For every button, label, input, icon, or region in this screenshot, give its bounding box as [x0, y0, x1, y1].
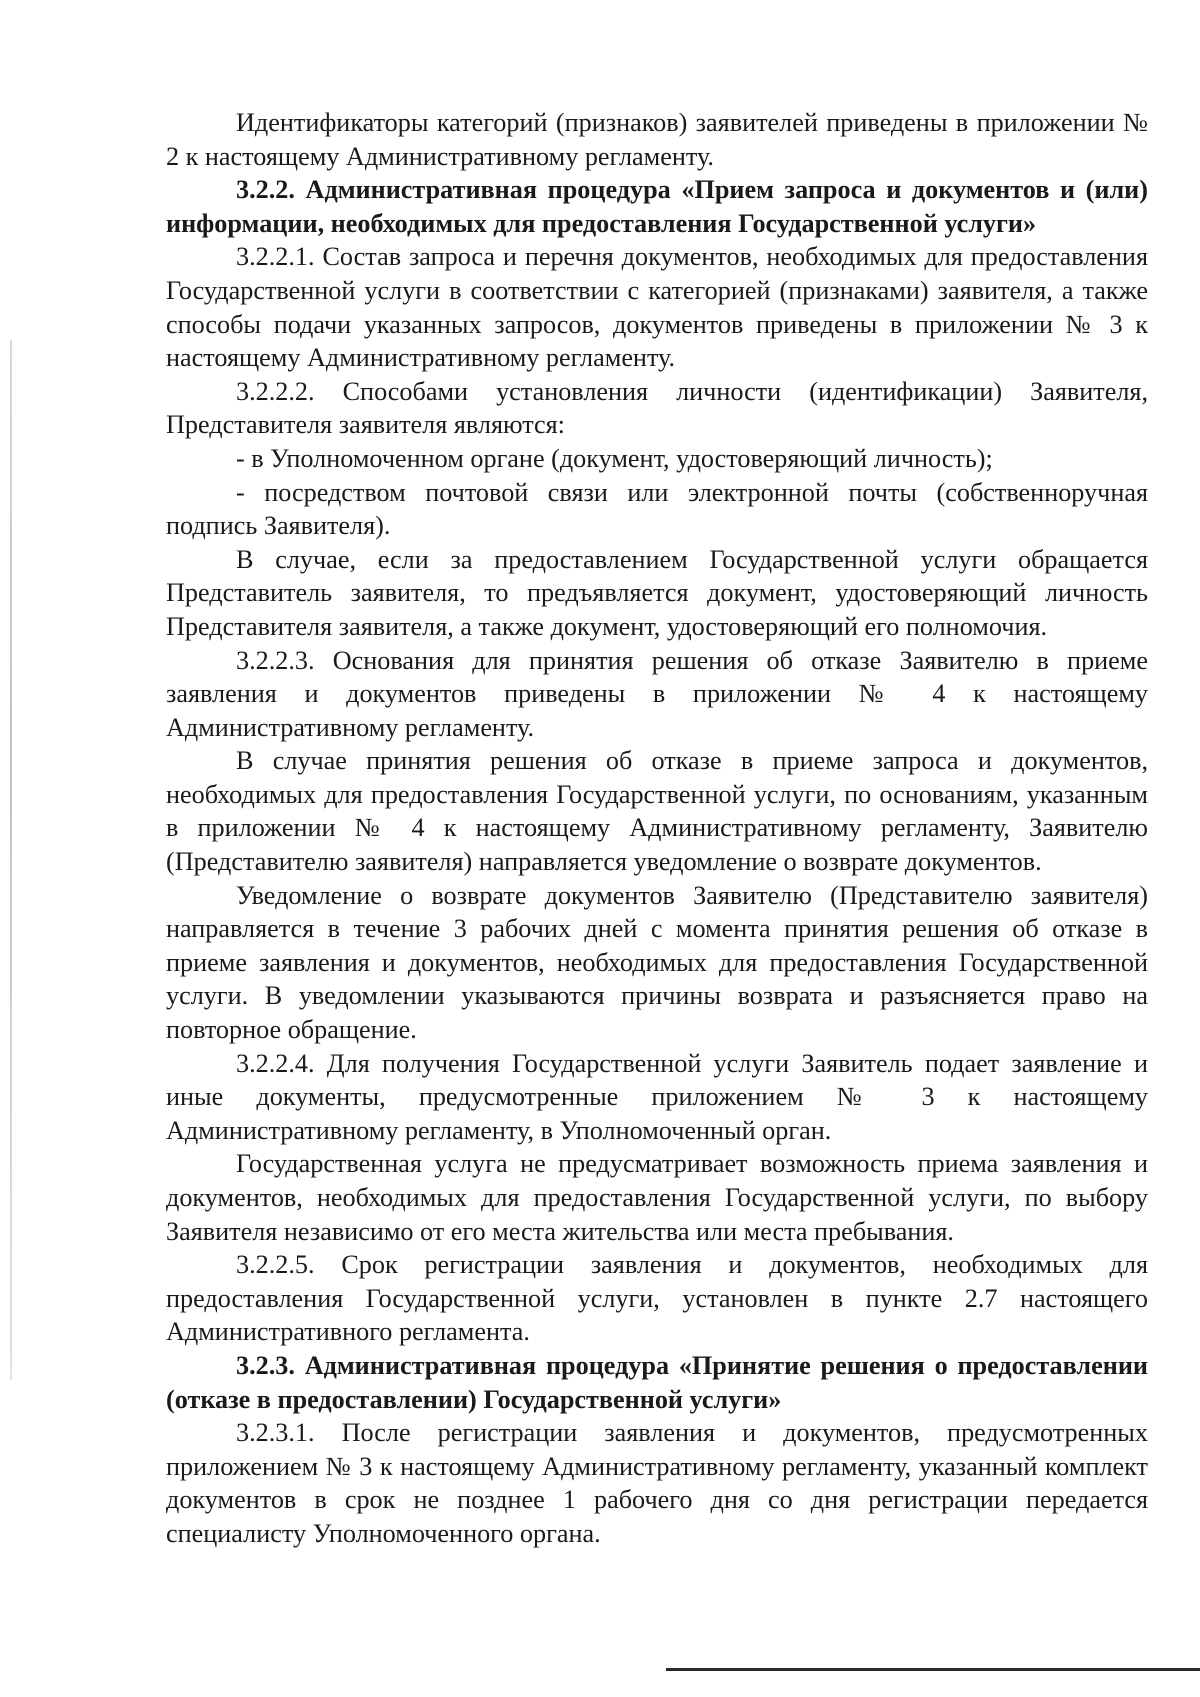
scan-edge-line	[666, 1668, 1200, 1671]
paragraph-identifiers: Идентификаторы категорий (признаков) заявителей приведены в приложении № 2 к настоящему Административному регламенту.	[166, 108, 1148, 171]
list-item-authority: - в Уполномоченном органе (документ, удостоверяющий личность);	[236, 443, 993, 473]
paragraph-return-notice: Уведомление о возврате документов Заявителю (Представителю заявителя) направляется в течение 3 рабочих дней с момента принятия решения об отказе в приеме заявления и документов, необходимых для предоставления Государственной услуги. В уведомлении указываются причины возврата и разъясняется право на повторное обращение.	[166, 880, 1148, 1045]
paragraph-3-2-2-5: 3.2.2.5. Срок регистрации заявления и документов, необходимых для предоставления Государственной услуги, установлен в пункте 2.7 настоящего Административного регламента.	[166, 1250, 1148, 1347]
paragraph-3-2-2-2: 3.2.2.2. Способами установления личности (идентификации) Заявителя, Представителя заявителя являются:	[166, 376, 1148, 440]
paragraph-3-2-2-3: 3.2.2.3. Основания для принятия решения об отказе Заявителю в приеме заявления и документов приведены в приложении № 4 к настоящему Административному регламенту.	[166, 645, 1148, 742]
scan-edge-mark	[10, 340, 12, 1380]
paragraph-representative: В случае, если за предоставлением Государственной услуги обращается Представитель заявителя, то предъявляется документ, удостоверяющий личность Представителя заявителя, а также документ, удостоверяющий его полномочия.	[166, 544, 1148, 641]
document-page	[166, 106, 1148, 1551]
paragraph-3-2-2-1: 3.2.2.1. Состав запроса и перечня документов, необходимых для предоставления Государственной услуги в соответствии с категорией (признаками) заявителя, а также способы подачи указанных запросов, документов приведены в приложении № 3 к настоящему Административному регламенту.	[166, 242, 1148, 373]
paragraph-refusal: В случае принятия решения об отказе в приеме запроса и документов, необходимых для предоставления Государственной услуги, по основаниям, указанным в приложении № 4 к настоящему Административному регламенту, Заявителю (Представителю заявителя) направляется уведомление о возврате документов.	[166, 746, 1148, 877]
list-item-mail: - посредством почтовой связи или электронной почты (собственноручная подпись Заявителя).	[166, 477, 1148, 541]
section-heading-3-2-3: 3.2.3. Административная процедура «Принятие решения о предоставлении (отказе в предоставлении) Государственной услуги»	[166, 1350, 1148, 1414]
paragraph-extraterritorial: Государственная услуга не предусматривает возможность приема заявления и документов, необходимых для предоставления Государственной услуги, по выбору Заявителя независимо от его места жительства или места пребывания.	[166, 1149, 1148, 1246]
paragraph-3-2-3-1: 3.2.3.1. После регистрации заявления и документов, предусмотренных приложением № 3 к настоящему Административному регламенту, указанный комплект документов в срок не позднее 1 рабочего дня со дня регистрации передается специалисту Уполномоченного органа.	[166, 1418, 1148, 1548]
section-heading-3-2-2: 3.2.2. Административная процедура «Прием запроса и документов и (или) информации, необходимых для предоставления Государственной услуги»	[166, 175, 1148, 238]
paragraph-3-2-2-4: 3.2.2.4. Для получения Государственной услуги Заявитель подает заявление и иные документы, предусмотренные приложением № 3 к настоящему Административному регламенту, в Уполномоченный орган.	[166, 1048, 1148, 1145]
